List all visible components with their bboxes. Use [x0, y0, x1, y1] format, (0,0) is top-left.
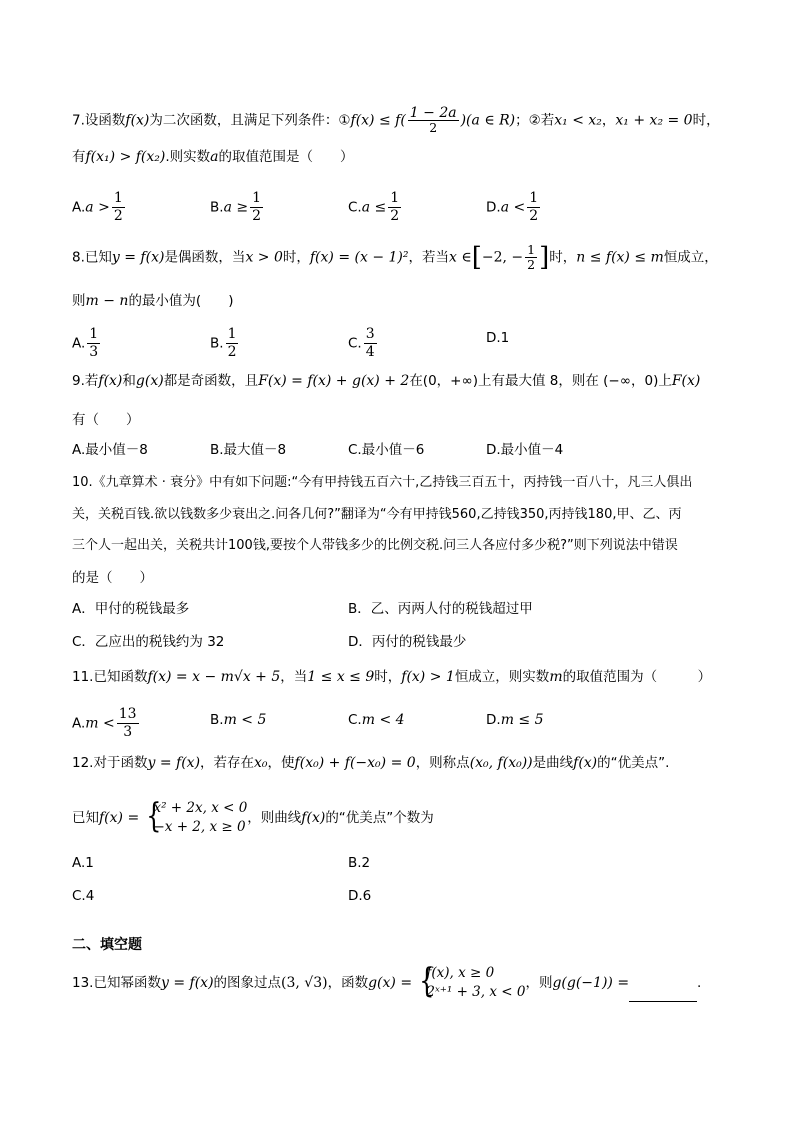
section-heading: 二、填空题 — [72, 937, 142, 953]
q10-option-b: B．乙、丙两人付的税钱超过甲 — [348, 601, 533, 617]
q10-line4: 的是（ ） — [72, 570, 153, 586]
q8-line1: 8.已知y = f(x)是偶函数，当x > 0时，f(x) = (x − 1)²，若当x ∈[−2, − $\frac{1}{2}$ ]时，n ≤ f(x) ≤ m恒成立， — [72, 242, 718, 273]
q7-option-c: C.a ≤ $\frac{1}{2}$ — [348, 190, 400, 224]
q12-line1: 12.对于函数y = f(x)，若存在x₀，使f(x₀) + f(−x₀) = 0，则称点(x₀, f(x₀))是曲线f(x)的“优美点”. — [72, 755, 670, 771]
q7-line2: 有f(x₁) > f(x₂).则实数a的取值范围是（ ） — [72, 149, 354, 165]
q9-line2: 有（ ） — [72, 412, 140, 428]
q12-line2: 已知f(x) = { x² + 2x, x < 0 −x + 2, x ≥ 0 ，则曲线f(x)的“优美点”个数为 — [72, 796, 434, 836]
q12-option-b: B.2 — [348, 855, 371, 871]
q10-option-d: D．丙付的税钱最少 — [348, 634, 467, 650]
q7-option-a: A.a > $\frac{1}{2}$ — [72, 190, 123, 224]
q11-option-c: C.m < 4 — [348, 712, 405, 728]
q9-option-b: B.最大值－8 — [210, 442, 287, 458]
q10-line3: 三个人一起出关，关税共计100钱,要按个人带钱多少的比例交税.问三人各应付多少税?”则下列说法中错误 — [72, 538, 678, 553]
q10-option-c: C．乙应出的税钱约为 32 — [72, 634, 225, 650]
q9-option-a: A.最小值－8 — [72, 442, 148, 458]
q8-line2: 则m − n的最小值为( ) — [72, 293, 234, 309]
answer-blank[interactable] — [629, 987, 697, 1002]
q9-option-c: C.最小值－6 — [348, 442, 425, 458]
q8-option-a: A. $\frac{1}{3}$ — [72, 326, 99, 360]
q7-fraction: $\frac{1 - 2a}{2}$ — [409, 105, 457, 135]
q11-line1: 11.已知函数f(x) = x − m√x + 5，当1 ≤ x ≤ 9时，f(x) > 1恒成立，则实数m的取值范围为（ ） — [72, 669, 712, 685]
q13-piecewise: { f(x), x ≥ 0 2ˣ⁺¹ + 3, x < 0 — [419, 961, 526, 1001]
q9-line1: 9.若f(x)和g(x)都是奇函数，且F(x) = f(x) + g(x) + 2在(0，+∞)上有最大值 8，则在 (−∞，0)上F(x) — [72, 373, 701, 389]
q12-piecewise: { x² + 2x, x < 0 −x + 2, x ≥ 0 — [146, 796, 248, 836]
q10-line2: 关，关税百钱.欲以钱数多少衰出之.问各几何?”翻译为“今有甲持钱560,乙持钱350,丙持钱180,甲、乙、丙 — [72, 507, 682, 522]
q10-option-a: A．甲付的税钱最多 — [72, 601, 190, 617]
q7-option-b: B.a ≥ $\frac{1}{2}$ — [210, 190, 262, 224]
q12-option-d: D.6 — [348, 888, 372, 904]
q12-option-a: A.1 — [72, 855, 94, 871]
q7-option-d: D.a < $\frac{1}{2}$ — [486, 190, 539, 224]
q8-option-c: C. $\frac{3}{4}$ — [348, 326, 375, 360]
q10-line1: 10.《九章算术 · 衰分》中有如下问题:“今有甲持钱五百六十,乙持钱三百五十，丙持钱一百八十，凡三人俱出 — [72, 475, 693, 490]
q11-option-d: D.m ≤ 5 — [486, 712, 544, 728]
q8-option-d: D.1 — [486, 330, 510, 346]
q11-option-a: A.m < $\frac{13}{3}$ — [72, 706, 137, 740]
q11-option-b: B.m < 5 — [210, 712, 267, 728]
q8-option-b: B. $\frac{1}{2}$ — [210, 326, 237, 360]
q9-option-d: D.最小值－4 — [486, 442, 564, 458]
q13-line1: 13.已知幂函数y = f(x)的图象过点(3, √3)，函数g(x) = { f(x), x ≥ 0 2ˣ⁺¹ + 3, x < 0 ，则g(g(−1)) = . — [72, 961, 702, 1001]
q12-option-c: C.4 — [72, 888, 95, 904]
q7-line1: 7.设函数f(x)为二次函数，且满足下列条件：①f(x) ≤ f( $\frac{1 - 2a}{2}$ )(a ∈ R)；②若x₁ < x₂，x₁ + x₂ = 0时， — [72, 105, 720, 135]
